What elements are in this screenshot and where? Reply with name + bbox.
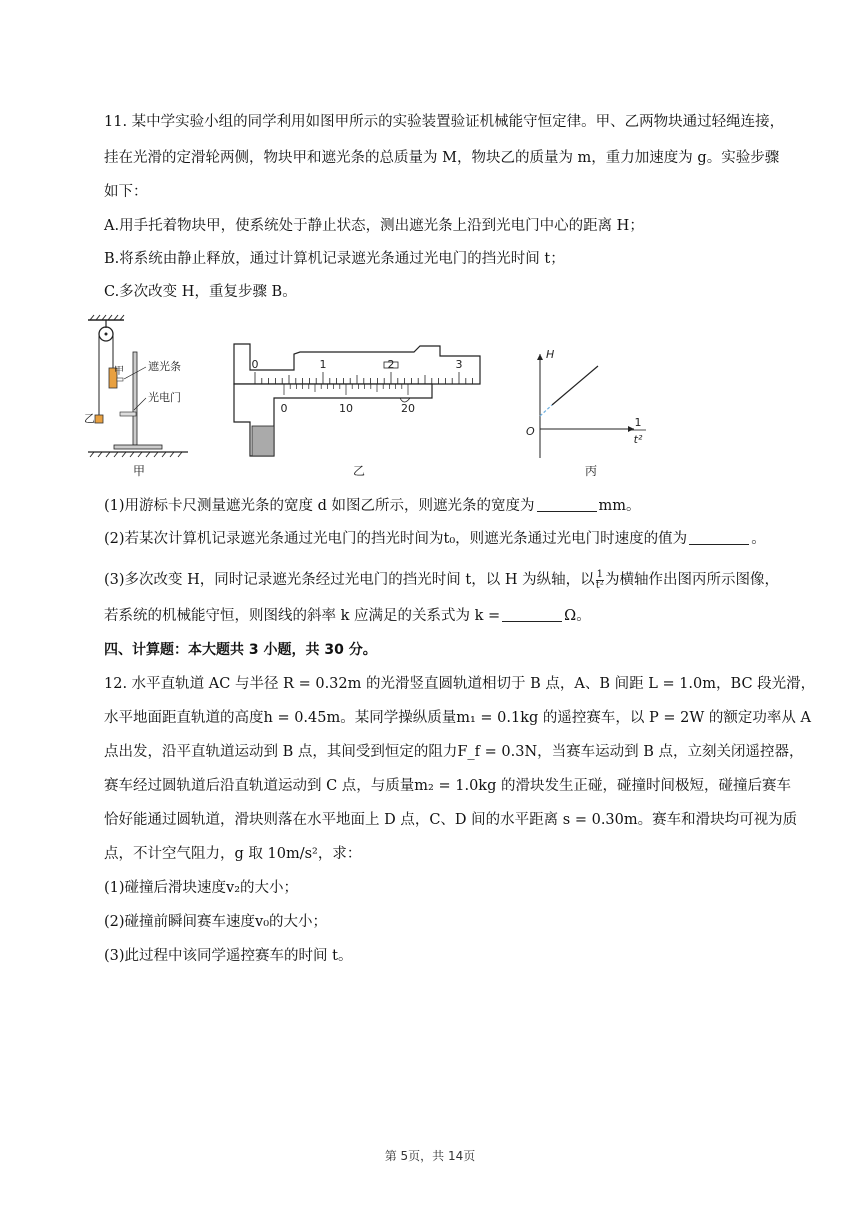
- q11-part3-line2-text: 若系统的机械能守恒，则图线的斜率 k 应满足的关系式为 k =: [104, 608, 501, 624]
- q12-part3: (3)此过程中该同学遥控赛车的时间 t。: [104, 948, 353, 964]
- vernier-tick-10: 10: [339, 402, 353, 415]
- block-yi: [95, 415, 103, 423]
- q11-part1-unit: mm。: [598, 498, 641, 514]
- q11-part2-end: 。: [751, 531, 766, 547]
- q11-part3: [104, 569, 779, 591]
- q12-line1: 12. 水平直轨道 AC 与半径 R = 0.32m 的光滑竖直圆轨道相切于 B 点，A、B 间距 L = 1.0m，BC 段光滑，: [104, 676, 816, 692]
- main-tick-1: 1: [319, 358, 327, 371]
- caption-jia: 甲: [132, 464, 145, 478]
- q11-step-c: C.多次改变 H，重复步骤 B。: [104, 284, 297, 300]
- fraction-1-over-t2: $\frac{1}{\text{t²}}$: [595, 568, 604, 591]
- q11-part2: [104, 528, 766, 550]
- q11-figures: [84, 312, 764, 482]
- figure-jia: [84, 312, 214, 462]
- y-axis-label: H: [546, 348, 555, 361]
- label-zheguangtiao: 遮光条: [148, 360, 181, 373]
- q11-part2-blank: [689, 530, 749, 545]
- main-tick-0: 0: [251, 358, 259, 371]
- q11-step-b: B.将系统由静止释放，通过计算机记录遮光条通过光电门的挡光时间 t；: [104, 251, 565, 267]
- main-tick-2: 2: [387, 358, 395, 371]
- label-block-yi: 乙: [84, 412, 95, 425]
- label-guangdianmen: 光电门: [148, 391, 181, 404]
- graph-extrapolation: [540, 405, 552, 416]
- caption-bing: 丙: [584, 464, 597, 478]
- x-axis-den: t²: [633, 433, 643, 446]
- q12-line5: 恰好能通过圆轨道，滑块则落在水平地面上 D 点，C、D 间的水平距离 s = 0.30m。赛车和滑块均可视为质: [104, 812, 798, 828]
- q11-part1-text: (1)用游标卡尺测量遮光条的宽度 d 如图乙所示，则遮光条的宽度为: [104, 498, 535, 514]
- q11-part3-text: (3)多次改变 H，同时记录遮光条经过光电门的挡光时间 t，以 H 为纵轴，以: [104, 572, 595, 588]
- q11-part3-unit: Ω。: [564, 608, 591, 624]
- graph-line: [552, 366, 598, 405]
- q12-line4: 赛车经过圆轨道后沿直轨道运动到 C 点，与质量m₂ = 1.0kg 的滑块发生正碰，碰撞时间极短，碰撞后赛车: [104, 778, 791, 794]
- vernier-tick-0: 0: [280, 402, 288, 415]
- q12-part1: (1)碰撞后滑块速度v₂的大小；: [104, 880, 299, 896]
- origin-label: O: [526, 425, 535, 438]
- page-footer: 第 5页，共 14页: [384, 1149, 476, 1163]
- main-tick-3: 3: [455, 358, 463, 371]
- label-block-jia: 甲: [114, 366, 124, 377]
- q11-part1: [104, 495, 641, 517]
- section-heading-4: 四、计算题：本大题共 3 小题，共 30 分。: [104, 642, 377, 658]
- q11-part3-blank: [502, 607, 562, 622]
- q11-part3-text-b: 为横轴作出图丙所示图像，: [604, 572, 779, 588]
- q11-line3: 如下：: [104, 184, 148, 200]
- q12-line6: 点，不计空气阻力，g 取 10m/s²，求：: [104, 846, 362, 862]
- x-axis-num: 1: [634, 416, 642, 429]
- q11-step-a: A.用手托着物块甲，使系统处于静止状态，测出遮光条上沿到光电门中心的距离 H；: [104, 218, 644, 234]
- q11-part2-text: (2)若某次计算机记录遮光条通过光电门的挡光时间为t₀，则遮光条通过光电门时速度的值为: [104, 531, 688, 547]
- figure-bing: [524, 342, 664, 462]
- caption-yi: 乙: [352, 464, 365, 478]
- q11-line2: 挂在光滑的定滑轮两侧，物块甲和遮光条的总质量为 M，物块乙的质量为 m，重力加速度为 g。实验步骤: [104, 150, 780, 166]
- vernier-tick-20: 20: [401, 402, 415, 415]
- q12-line2: 水平地面距直轨道的高度h = 0.45m。某同学操纵质量m₁ = 0.1kg 的遥控赛车，以 P = 2W 的额定功率从 A: [104, 710, 811, 726]
- q12-line3: 点出发，沿平直轨道运动到 B 点，其间受到恒定的阻力F_f = 0.3N，当赛车运动到 B 点，立刻关闭遥控器，: [104, 744, 804, 760]
- q11-part3-line2: [104, 605, 591, 627]
- figure-yi: [224, 332, 484, 462]
- q12-part2: (2)碰撞前瞬间赛车速度v₀的大小；: [104, 914, 328, 930]
- q11-part1-blank: [537, 497, 597, 512]
- q11-line1: 11. 某中学实验小组的同学利用如图甲所示的实验装置验证机械能守恒定律。甲、乙两物块通过轻绳连接，: [104, 114, 785, 130]
